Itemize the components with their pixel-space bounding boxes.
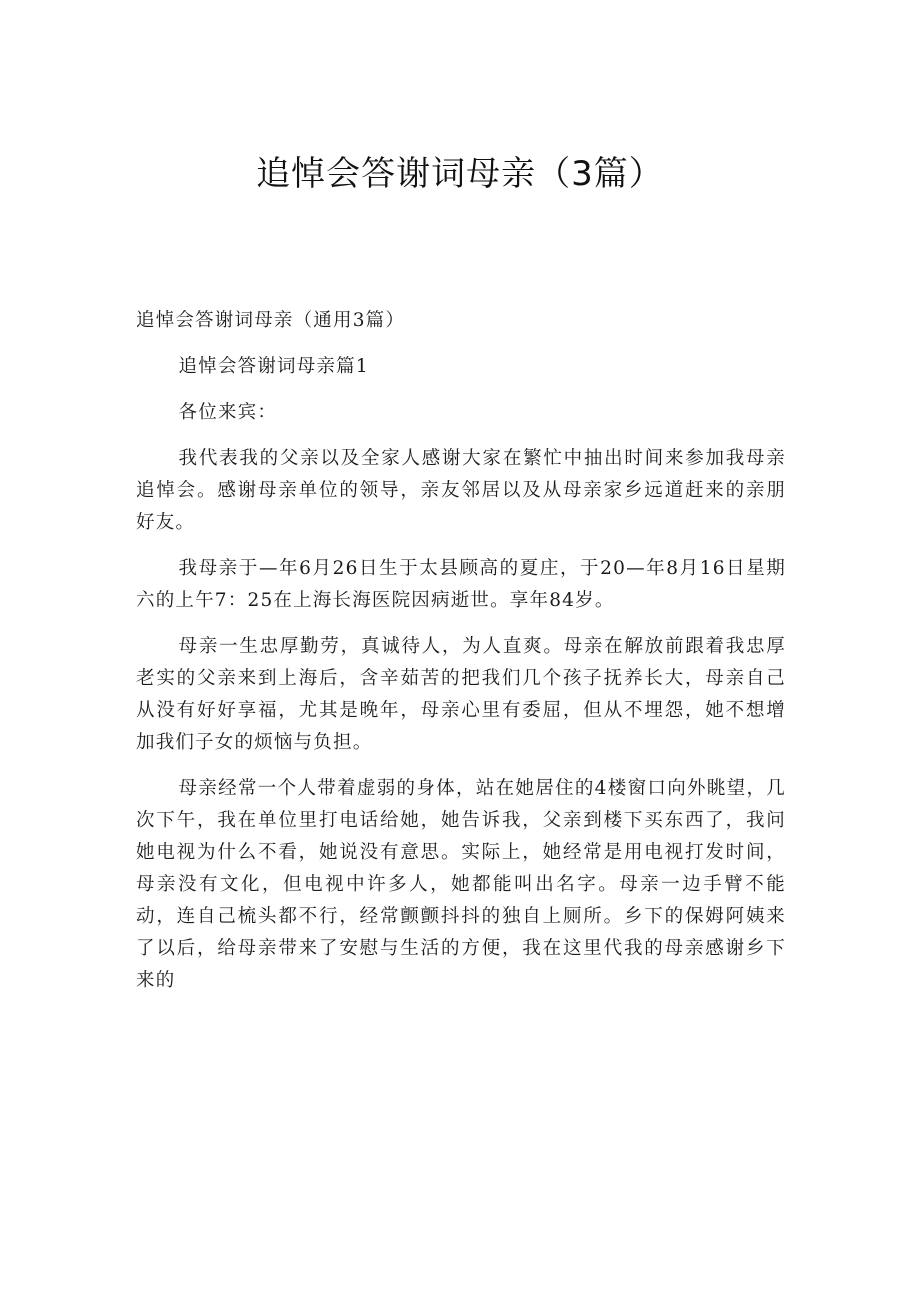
document-subtitle: 追悼会答谢词母亲（通用3篇） bbox=[136, 310, 406, 331]
greeting: 各位来宾： bbox=[178, 402, 278, 423]
document-title: 追悼会答谢词母亲（3篇） bbox=[256, 154, 664, 194]
paragraph-thanks: 我代表我的父亲以及全家人感谢大家在繁忙中抽出时间来参加我母亲追悼会。感谢母亲单位的领导，亲友邻居以及从母亲家乡远道赶来的亲朋好友。 bbox=[136, 448, 786, 533]
paragraph-memories: 母亲经常一个人带着虚弱的身体，站在她居住的4楼窗口向外眺望，几次下午，我在单位里打电话给她，她告诉我，父亲到楼下买东西了，我问她电视为什么不看，她说没有意思。实际上，她经常是用电视打发时间，母亲没有文化，但电视中许多人，她都能叫出名字。母亲一边手臂不能动，连自己梳头都不行，经常颤颤抖抖的独自上厕所。乡下的保姆阿姨来了以后，给母亲带来了安慰与生活的方便，我在这里代我的母亲感谢乡下来的 bbox=[136, 778, 786, 991]
paragraph-biography: 我母亲于—年6月26日生于太县顾高的夏庄，于20—年8月16日星期六的上午7：25在上海长海医院因病逝世。享年84岁。 bbox=[136, 558, 786, 611]
paragraph-character: 母亲一生忠厚勤劳，真诚待人，为人直爽。母亲在解放前跟着我忠厚老实的父亲来到上海后，含辛茹苦的把我们几个孩子抚养长大，母亲自己从没有好好享福，尤其是晚年，母亲心里有委屈，但从不埋怨，她不想增加我们子女的烦恼与负担。 bbox=[136, 636, 786, 753]
document-body bbox=[136, 305, 786, 1011]
section-heading: 追悼会答谢词母亲篇1 bbox=[178, 356, 369, 377]
